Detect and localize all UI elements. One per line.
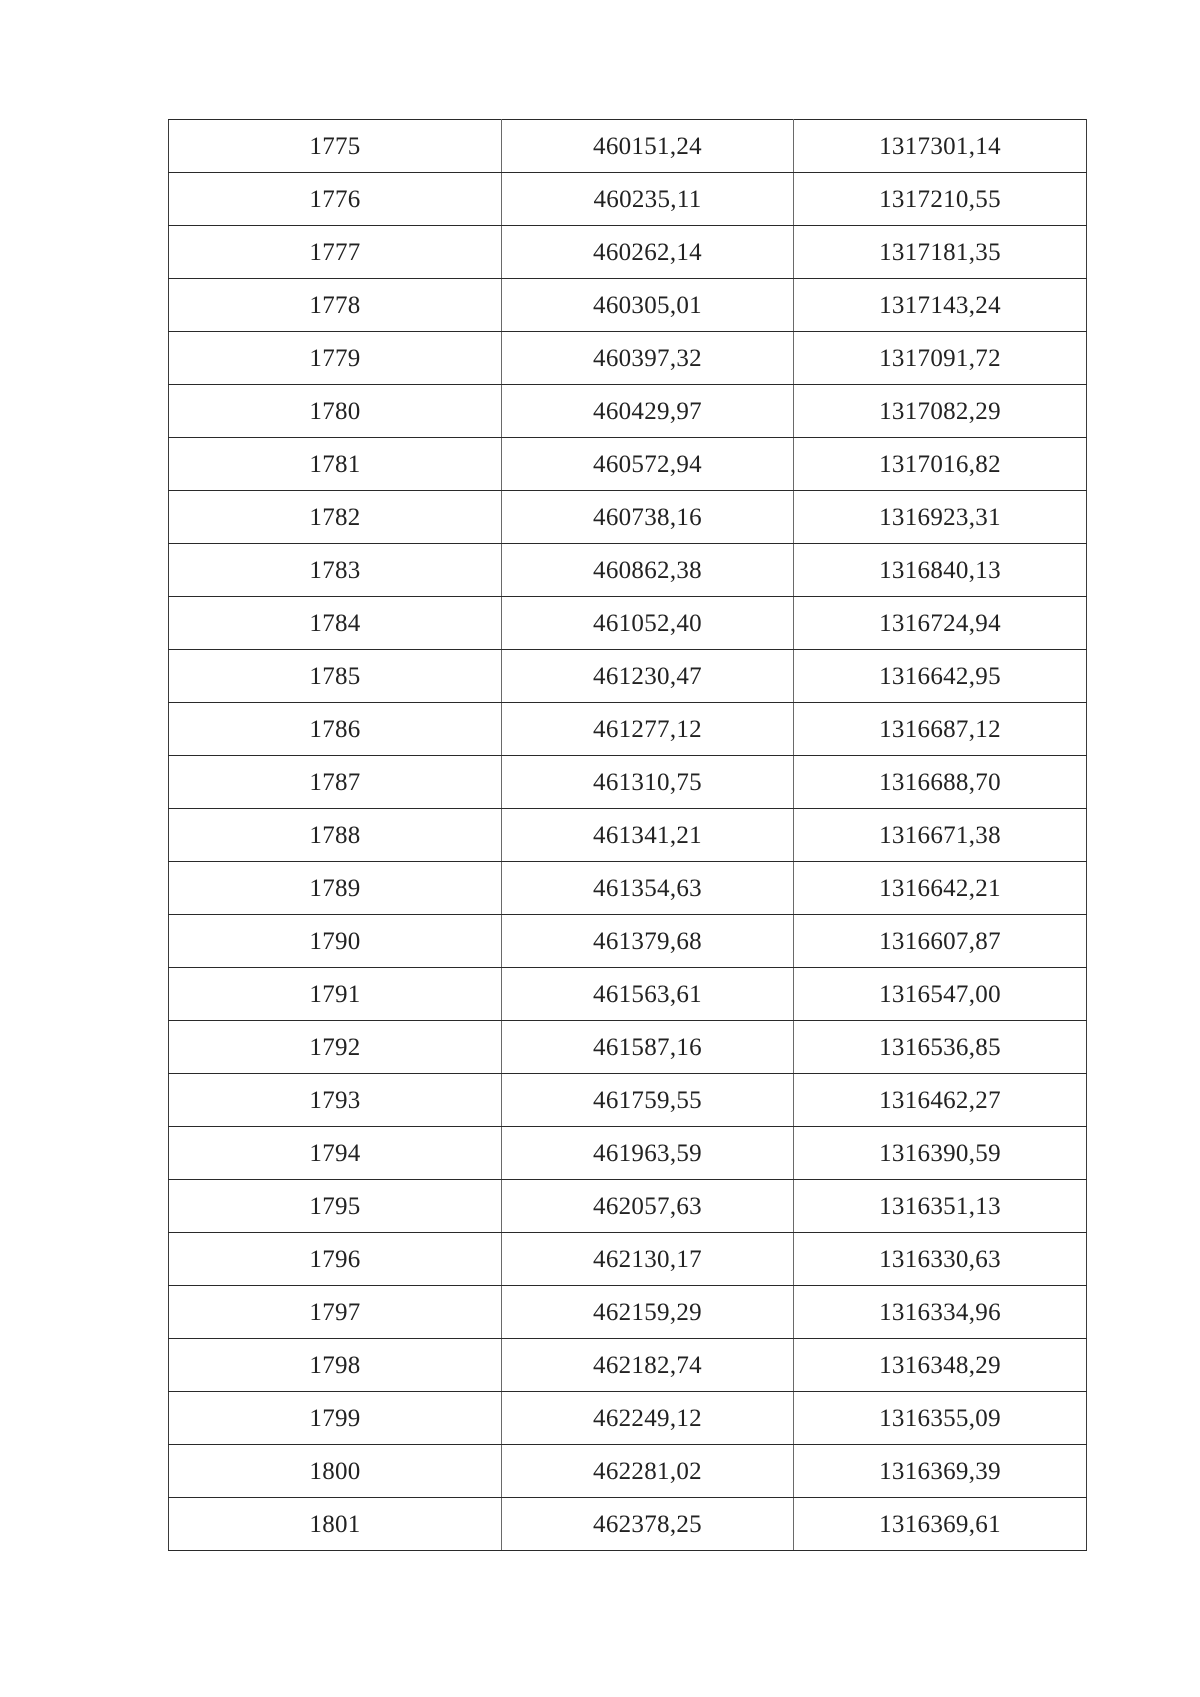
y-coordinate: 1316536,85 [794, 1021, 1087, 1074]
table-row [169, 756, 1087, 809]
x-coordinate: 462378,25 [502, 1498, 794, 1551]
x-coordinate: 460235,11 [502, 173, 794, 226]
y-coordinate: 1317016,82 [794, 438, 1087, 491]
x-coordinate: 461379,68 [502, 915, 794, 968]
y-coordinate: 1317181,35 [794, 226, 1087, 279]
x-coordinate: 461230,47 [502, 650, 794, 703]
point-number: 1787 [169, 756, 502, 809]
point-number: 1800 [169, 1445, 502, 1498]
point-number: 1796 [169, 1233, 502, 1286]
point-number: 1780 [169, 385, 502, 438]
point-number: 1797 [169, 1286, 502, 1339]
table-row [169, 1339, 1087, 1392]
y-coordinate: 1316923,31 [794, 491, 1087, 544]
y-coordinate: 1317143,24 [794, 279, 1087, 332]
x-coordinate: 461277,12 [502, 703, 794, 756]
point-number: 1782 [169, 491, 502, 544]
y-coordinate: 1316369,39 [794, 1445, 1087, 1498]
y-coordinate: 1316642,95 [794, 650, 1087, 703]
y-coordinate: 1316724,94 [794, 597, 1087, 650]
table-row [169, 226, 1087, 279]
table-row [169, 173, 1087, 226]
point-number: 1779 [169, 332, 502, 385]
point-number: 1792 [169, 1021, 502, 1074]
y-coordinate: 1317210,55 [794, 173, 1087, 226]
table-row [169, 1392, 1087, 1445]
table-row [169, 650, 1087, 703]
x-coordinate: 461563,61 [502, 968, 794, 1021]
y-coordinate: 1316547,00 [794, 968, 1087, 1021]
table-row [169, 703, 1087, 756]
table-row [169, 968, 1087, 1021]
y-coordinate: 1316369,61 [794, 1498, 1087, 1551]
point-number: 1781 [169, 438, 502, 491]
y-coordinate: 1316840,13 [794, 544, 1087, 597]
point-number: 1778 [169, 279, 502, 332]
point-number: 1798 [169, 1339, 502, 1392]
point-number: 1795 [169, 1180, 502, 1233]
table-row [169, 120, 1087, 173]
table-row [169, 1233, 1087, 1286]
point-number: 1799 [169, 1392, 502, 1445]
point-number: 1785 [169, 650, 502, 703]
y-coordinate: 1316348,29 [794, 1339, 1087, 1392]
y-coordinate: 1317091,72 [794, 332, 1087, 385]
x-coordinate: 460262,14 [502, 226, 794, 279]
point-number: 1791 [169, 968, 502, 1021]
x-coordinate: 461963,59 [502, 1127, 794, 1180]
x-coordinate: 461587,16 [502, 1021, 794, 1074]
y-coordinate: 1317301,14 [794, 120, 1087, 173]
x-coordinate: 461354,63 [502, 862, 794, 915]
table-row [169, 1074, 1087, 1127]
y-coordinate: 1316355,09 [794, 1392, 1087, 1445]
table-row [169, 438, 1087, 491]
x-coordinate: 460862,38 [502, 544, 794, 597]
table-row [169, 1498, 1087, 1551]
table-row [169, 915, 1087, 968]
x-coordinate: 461310,75 [502, 756, 794, 809]
point-number: 1784 [169, 597, 502, 650]
point-number: 1793 [169, 1074, 502, 1127]
point-number: 1775 [169, 120, 502, 173]
table-row [169, 332, 1087, 385]
point-number: 1789 [169, 862, 502, 915]
x-coordinate: 461341,21 [502, 809, 794, 862]
point-number: 1790 [169, 915, 502, 968]
point-number: 1794 [169, 1127, 502, 1180]
y-coordinate: 1317082,29 [794, 385, 1087, 438]
y-coordinate: 1316462,27 [794, 1074, 1087, 1127]
point-number: 1786 [169, 703, 502, 756]
x-coordinate: 460305,01 [502, 279, 794, 332]
y-coordinate: 1316330,63 [794, 1233, 1087, 1286]
y-coordinate: 1316607,87 [794, 915, 1087, 968]
x-coordinate: 462130,17 [502, 1233, 794, 1286]
point-number: 1776 [169, 173, 502, 226]
y-coordinate: 1316687,12 [794, 703, 1087, 756]
y-coordinate: 1316390,59 [794, 1127, 1087, 1180]
y-coordinate: 1316671,38 [794, 809, 1087, 862]
x-coordinate: 462281,02 [502, 1445, 794, 1498]
x-coordinate: 461759,55 [502, 1074, 794, 1127]
x-coordinate: 460572,94 [502, 438, 794, 491]
y-coordinate: 1316334,96 [794, 1286, 1087, 1339]
x-coordinate: 462182,74 [502, 1339, 794, 1392]
table-row [169, 1445, 1087, 1498]
table-row [169, 491, 1087, 544]
table-row [169, 279, 1087, 332]
table-row [169, 597, 1087, 650]
x-coordinate: 460397,32 [502, 332, 794, 385]
x-coordinate: 462057,63 [502, 1180, 794, 1233]
x-coordinate: 461052,40 [502, 597, 794, 650]
point-number: 1783 [169, 544, 502, 597]
x-coordinate: 462159,29 [502, 1286, 794, 1339]
point-number: 1777 [169, 226, 502, 279]
table-row [169, 544, 1087, 597]
y-coordinate: 1316642,21 [794, 862, 1087, 915]
point-number: 1788 [169, 809, 502, 862]
x-coordinate: 460738,16 [502, 491, 794, 544]
table-row [169, 1180, 1087, 1233]
y-coordinate: 1316351,13 [794, 1180, 1087, 1233]
y-coordinate: 1316688,70 [794, 756, 1087, 809]
table-row [169, 862, 1087, 915]
table-row [169, 1286, 1087, 1339]
table-row [169, 809, 1087, 862]
coordinates-table-body [169, 120, 1087, 1551]
x-coordinate: 460151,24 [502, 120, 794, 173]
table-row [169, 1127, 1087, 1180]
coordinates-table [168, 119, 1087, 1551]
x-coordinate: 462249,12 [502, 1392, 794, 1445]
table-row [169, 1021, 1087, 1074]
point-number: 1801 [169, 1498, 502, 1551]
table-row [169, 385, 1087, 438]
x-coordinate: 460429,97 [502, 385, 794, 438]
